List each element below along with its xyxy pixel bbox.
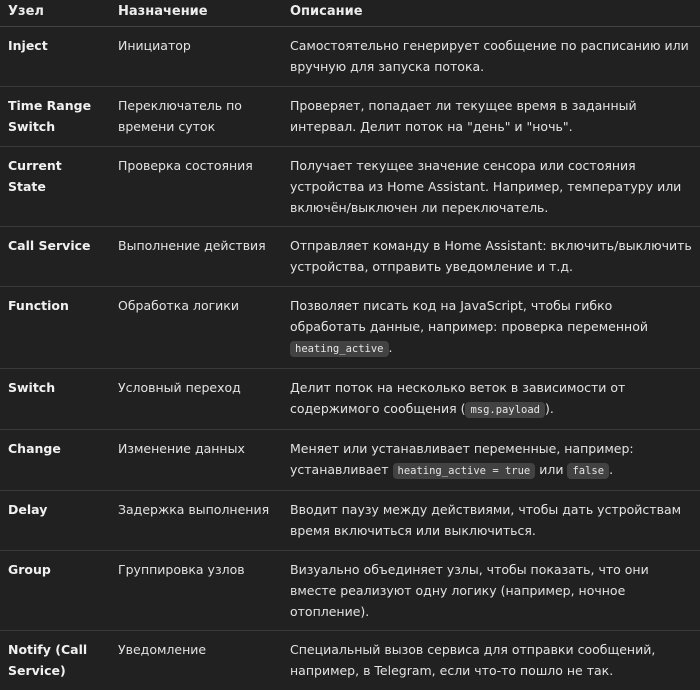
cell-node: Delay (0, 491, 110, 551)
table-row (0, 147, 700, 227)
code-snippet: heating_active = true (393, 463, 536, 479)
cell-description (282, 287, 700, 369)
cell-description: Проверяет, попадает ли текущее время в заданный интервал. Делит поток на "день" и "ночь". (282, 87, 700, 147)
cell-node: Time Range Switch (0, 87, 110, 147)
cell-node: Group (0, 551, 110, 631)
table-row (0, 227, 700, 287)
cell-purpose: Уведомление (110, 631, 282, 690)
table-row (0, 27, 700, 87)
cell-description: Самостоятельно генерирует сообщение по расписанию или вручную для запуска потока. (282, 27, 700, 87)
table-row (0, 87, 700, 147)
cell-node: Change (0, 430, 110, 491)
description-text: Позволяет писать код на JavaScript, чтобы гибко обработать данные, например: проверка переменной (290, 298, 648, 334)
table-row (0, 491, 700, 551)
cell-purpose: Задержка выполнения (110, 491, 282, 551)
description-text: . (389, 340, 393, 355)
cell-description (282, 430, 700, 491)
description-text: ). (545, 401, 554, 416)
cell-purpose: Изменение данных (110, 430, 282, 491)
cell-node: Switch (0, 369, 110, 430)
cell-purpose: Проверка состояния (110, 147, 282, 227)
description-text: . (609, 462, 613, 477)
cell-purpose: Переключатель по времени суток (110, 87, 282, 147)
cell-purpose: Группировка узлов (110, 551, 282, 631)
cell-node: Call Service (0, 227, 110, 287)
cell-purpose: Инициатор (110, 27, 282, 87)
cell-description: Вводит паузу между действиями, чтобы дать устройствам время включиться или выключиться. (282, 491, 700, 551)
table-row (0, 430, 700, 491)
table-row (0, 369, 700, 430)
cell-purpose: Обработка логики (110, 287, 282, 369)
cell-description: Визуально объединяет узлы, чтобы показать, что они вместе реализуют одну логику (например, ночное отопление). (282, 551, 700, 631)
cell-node: Current State (0, 147, 110, 227)
table-row (0, 551, 700, 631)
cell-description: Получает текущее значение сенсора или состояния устройства из Home Assistant. Например, температуру или включён/выключен ли переключатель. (282, 147, 700, 227)
table-row (0, 287, 700, 369)
header-description: Описание (282, 0, 700, 27)
description-text: Меняет или устанавливает переменные, например: устанавливает (290, 441, 634, 477)
cell-purpose: Условный переход (110, 369, 282, 430)
table-header (0, 0, 700, 27)
header-purpose: Назначение (110, 0, 282, 27)
cell-purpose: Выполнение действия (110, 227, 282, 287)
table-body (0, 27, 700, 690)
header-node: Узел (0, 0, 110, 27)
cell-node: Notify (Call Service) (0, 631, 110, 690)
table-row (0, 631, 700, 690)
cell-description: Отправляет команду в Home Assistant: включить/выключить устройства, отправить уведомление и т.д. (282, 227, 700, 287)
cell-description: Специальный вызов сервиса для отправки сообщений, например, в Telegram, если что-то пошло не так. (282, 631, 700, 690)
description-text: Делит поток на несколько веток в зависимости от содержимого сообщения ( (290, 380, 625, 416)
header-row (0, 0, 700, 27)
code-snippet: msg.payload (465, 402, 545, 418)
cell-node: Function (0, 287, 110, 369)
description-text: или (535, 462, 567, 477)
cell-node: Inject (0, 27, 110, 87)
code-snippet: heating_active (290, 341, 389, 357)
code-snippet: false (567, 463, 609, 479)
cell-description (282, 369, 700, 430)
